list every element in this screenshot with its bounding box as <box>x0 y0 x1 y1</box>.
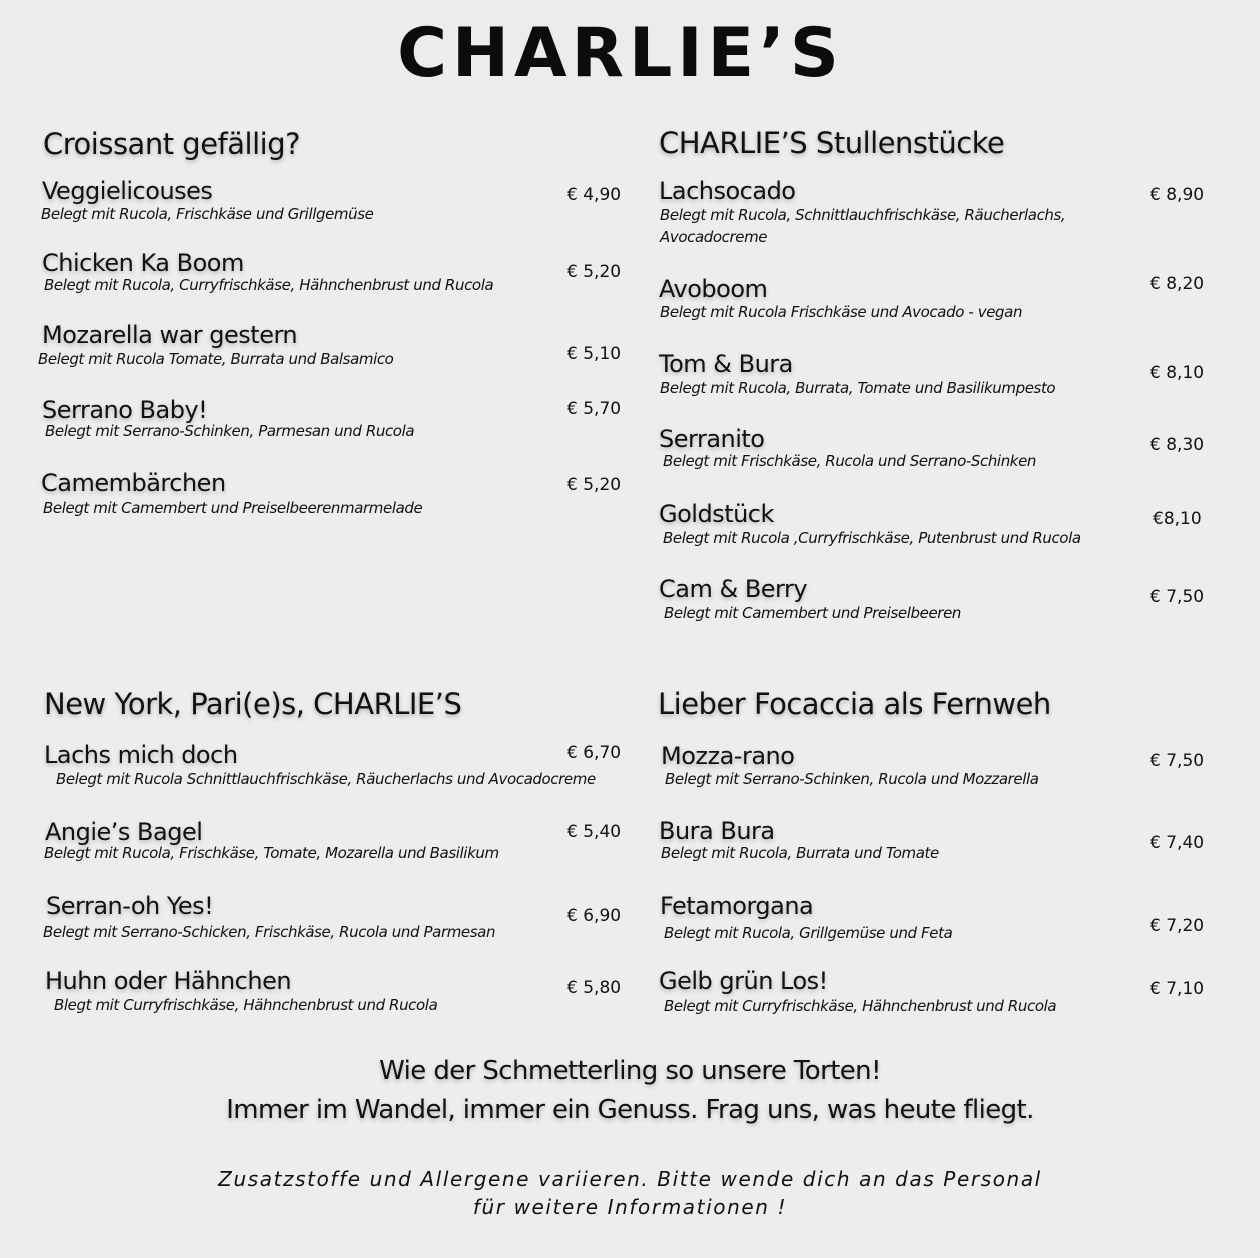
section-title-croissant: Croissant gefällig? <box>43 127 300 161</box>
menu-item-name: Cam & Berry <box>659 575 808 603</box>
menu-item-desc: Belegt mit Rucola Tomate, Burrata und Balsamico <box>38 350 394 368</box>
menu-item-price: € 7,10 <box>1150 979 1205 999</box>
menu-item-name: Fetamorgana <box>660 892 814 920</box>
footer-tagline-2: Immer im Wandel, immer ein Genuss. Frag uns, was heute fliegt. <box>226 1095 1034 1125</box>
footer-tagline-1: Wie der Schmetterling so unsere Torten! <box>379 1056 881 1086</box>
menu-item-desc: Belegt mit Rucola Schnittlauchfrischkäse, Räucherlachs und Avocadocreme <box>56 770 596 788</box>
menu-item-name: Lachsocado <box>659 177 796 205</box>
menu-item-desc: Belegt mit Serrano-Schinken, Rucola und Mozzarella <box>665 770 1039 788</box>
menu-item-price: € 8,30 <box>1150 435 1205 455</box>
section-title-stullenstuecke: CHARLIE’S Stullenstücke <box>659 126 1005 160</box>
menu-item-name: Serran-oh Yes! <box>46 892 214 920</box>
menu-item-name: Goldstück <box>659 500 774 528</box>
menu-item-desc: Belegt mit Rucola, Burrata und Tomate <box>661 844 939 862</box>
menu-item-desc: Belegt mit Rucola, Frischkäse und Grillgemüse <box>41 205 374 223</box>
menu-item-price: € 8,10 <box>1150 363 1205 383</box>
logo-banner <box>368 2 873 104</box>
menu-item-name: Lachs mich doch <box>44 741 238 769</box>
menu-item-name: Chicken Ka Boom <box>42 249 244 277</box>
menu-item-price: € 5,10 <box>567 344 622 364</box>
menu-item-name: Mozza-rano <box>661 742 795 770</box>
menu-item-desc: Belegt mit Rucola Frischkäse und Avocado - vegan <box>660 303 1023 321</box>
menu-item-name: Angie’s Bagel <box>45 818 203 846</box>
menu-item-desc: Blegt mit Curryfrischkäse, Hähnchenbrust und Rucola <box>54 996 438 1014</box>
menu-item-price: € 6,70 <box>567 743 622 763</box>
menu-item-price: € 7,50 <box>1150 751 1205 771</box>
allergen-note-1: Zusatzstoffe und Allergene variieren. Bitte wende dich an das Personal <box>218 1167 1042 1191</box>
menu-item-price: € 5,20 <box>567 262 622 282</box>
menu-item-desc: Belegt mit Rucola, Grillgemüse und Feta <box>664 924 953 942</box>
menu-item-desc: Belegt mit Camembert und Preiselbeerenmarmelade <box>43 499 423 517</box>
menu-item-price: € 6,90 <box>567 906 622 926</box>
menu-item-desc: Belegt mit Curryfrischkäse, Hähnchenbrust und Rucola <box>664 997 1057 1015</box>
section-title-new-york: New York, Pari(e)s, CHARLIE’S <box>44 687 462 721</box>
menu-item-name: Tom & Bura <box>659 350 793 378</box>
menu-item-name: Bura Bura <box>659 817 775 845</box>
menu-item-price: € 5,70 <box>567 399 622 419</box>
menu-item-desc: Belegt mit Frischkäse, Rucola und Serrano-Schinken <box>663 452 1037 470</box>
menu-item-price: € 7,50 <box>1150 587 1205 607</box>
menu-item-price: € 7,40 <box>1150 833 1205 853</box>
menu-item-price: € 5,20 <box>567 475 622 495</box>
menu-item-price: € 8,90 <box>1150 185 1205 205</box>
menu-item-name: Veggielicouses <box>42 177 213 205</box>
menu-item-price: € 5,40 <box>567 822 622 842</box>
menu-item-desc: Belegt mit Rucola, Frischkäse, Tomate, Mozarella und Basilikum <box>44 844 499 862</box>
menu-item-name: Huhn oder Hähnchen <box>45 967 292 995</box>
menu-item-price: €8,10 <box>1153 509 1202 529</box>
menu-item-desc-continued: Avocadocreme <box>660 228 768 246</box>
allergen-note-2: für weitere Informationen ! <box>472 1195 788 1219</box>
menu-item-desc: Belegt mit Serrano-Schicken, Frischkäse, Rucola und Parmesan <box>43 923 496 941</box>
menu-item-name: Avoboom <box>659 275 768 303</box>
menu-item-name: Camembärchen <box>41 469 226 497</box>
menu-item-desc: Belegt mit Rucola ,Curryfrischkäse, Putenbrust und Rucola <box>663 529 1081 547</box>
menu-item-name: Serrano Baby! <box>42 396 208 424</box>
menu-item-desc: Belegt mit Serrano-Schinken, Parmesan und Rucola <box>45 422 415 440</box>
menu-item-price: € 5,80 <box>567 978 622 998</box>
logo: CHARLIE’S <box>397 14 844 93</box>
menu-item-desc: Belegt mit Rucola, Schnittlauchfrischkäse, Räucherlachs, <box>660 206 1066 224</box>
menu-item-desc: Belegt mit Rucola, Burrata, Tomate und Basilikumpesto <box>660 379 1056 397</box>
menu-item-desc: Belegt mit Camembert und Preiselbeeren <box>664 604 962 622</box>
menu-item-desc: Belegt mit Rucola, Curryfrischkäse, Hähnchenbrust und Rucola <box>44 276 494 294</box>
menu-item-price: € 8,20 <box>1150 274 1205 294</box>
menu-item-price: € 4,90 <box>567 185 622 205</box>
menu-item-name: Gelb grün Los! <box>659 967 828 995</box>
menu-item-name: Mozarella war gestern <box>42 321 298 349</box>
menu-item-price: € 7,20 <box>1150 916 1205 936</box>
section-title-focaccia: Lieber Focaccia als Fernweh <box>658 687 1051 721</box>
menu-item-name: Serranito <box>659 425 765 453</box>
